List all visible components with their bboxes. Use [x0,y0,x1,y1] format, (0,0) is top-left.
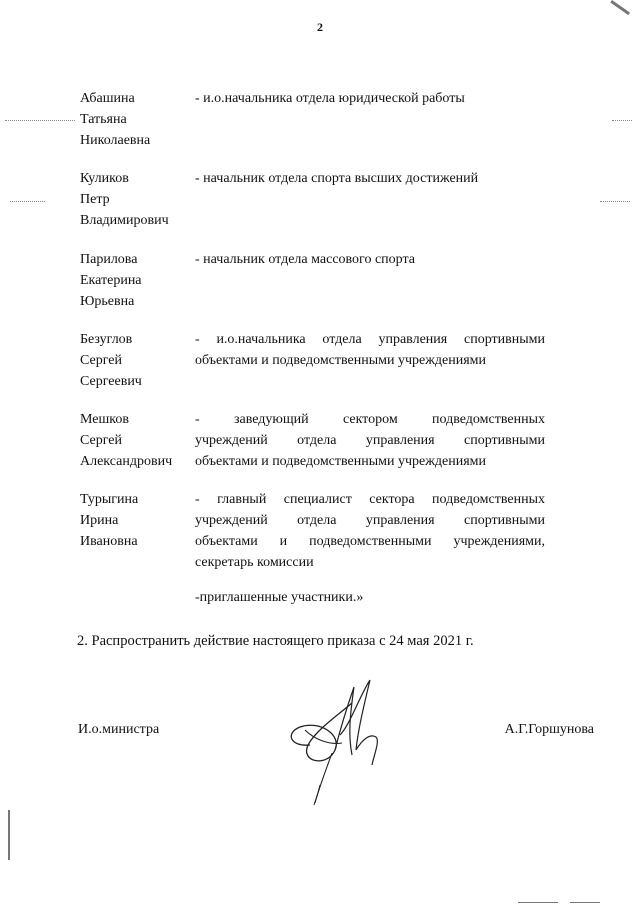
signer-title: И.о.министра [78,722,160,737]
role-line: учреждений отдела управления спортивными [195,513,545,528]
role-line: - главный специалист сектора подведомственных [195,492,545,507]
member-name [80,489,195,552]
scan-artifact [518,902,558,903]
member-patronymic: Александрович [80,454,173,469]
role-line: объектами и подведомственными учреждениями [195,454,487,469]
member-surname: Абашина [80,91,135,106]
member-name [80,249,195,312]
member-patronymic: Сергеевич [80,374,142,389]
member-name [80,329,195,392]
page-number: 2 [317,20,323,34]
commission-member [80,88,545,151]
member-given-name: Сергей [80,433,122,448]
commission-member [80,249,545,312]
scan-artifact [570,902,600,903]
commission-member [80,168,545,231]
role-line: объектами и подведомственными учреждениями [195,353,487,368]
role-line: - начальник отдела спорта высших достижений [195,171,479,186]
member-surname: Мешков [80,412,129,427]
member-name [80,168,195,231]
member-patronymic: Юрьевна [80,294,135,309]
role-line: - и.о.начальника отдела управления спортивными [195,332,545,347]
member-given-name: Татьяна [80,112,127,127]
member-given-name: Сергей [80,353,122,368]
member-surname: Куликов [80,171,129,186]
member-surname: Парилова [80,252,138,267]
member-patronymic: Ивановна [80,534,138,549]
handwritten-signature [280,675,400,810]
member-role [195,329,545,371]
role-line: секретарь комиссии [195,555,314,570]
scan-artifact [610,0,630,15]
member-given-name: Екатерина [80,273,142,288]
role-line: - и.о.начальника отдела юридической работы [195,91,465,106]
member-role [195,249,545,270]
member-name [80,409,195,472]
scan-artifact [8,810,10,860]
role-line: - начальник отдела массового спорта [195,252,415,267]
scan-artifact [612,120,632,121]
scan-artifact [10,201,45,202]
member-surname: Турыгина [80,492,139,507]
commission-member [80,409,545,472]
member-given-name: Петр [80,192,110,207]
member-role [195,88,545,109]
scan-artifact [5,120,75,121]
member-given-name: Ирина [80,513,119,528]
scan-artifact [600,201,630,202]
role-line: объектами и подведомственными учреждениями, [195,534,545,549]
member-name [80,88,195,151]
role-line: - заведующий сектором подведомственных [195,412,545,427]
member-patronymic: Николаевна [80,133,151,148]
invited-participants: -приглашенные участники.» [195,590,364,605]
member-role [195,168,545,189]
commission-member [80,329,545,392]
role-line: учреждений отдела управления спортивными [195,433,545,448]
signer-name: А.Г.Горшунова [504,722,594,737]
order-clause-2: 2. Распространить действие настоящего приказа с 24 мая 2021 г. [77,633,474,649]
member-role [195,409,545,472]
member-patronymic: Владимирович [80,213,169,228]
member-role [195,489,545,573]
commission-member [80,489,545,573]
member-surname: Безуглов [80,332,133,347]
